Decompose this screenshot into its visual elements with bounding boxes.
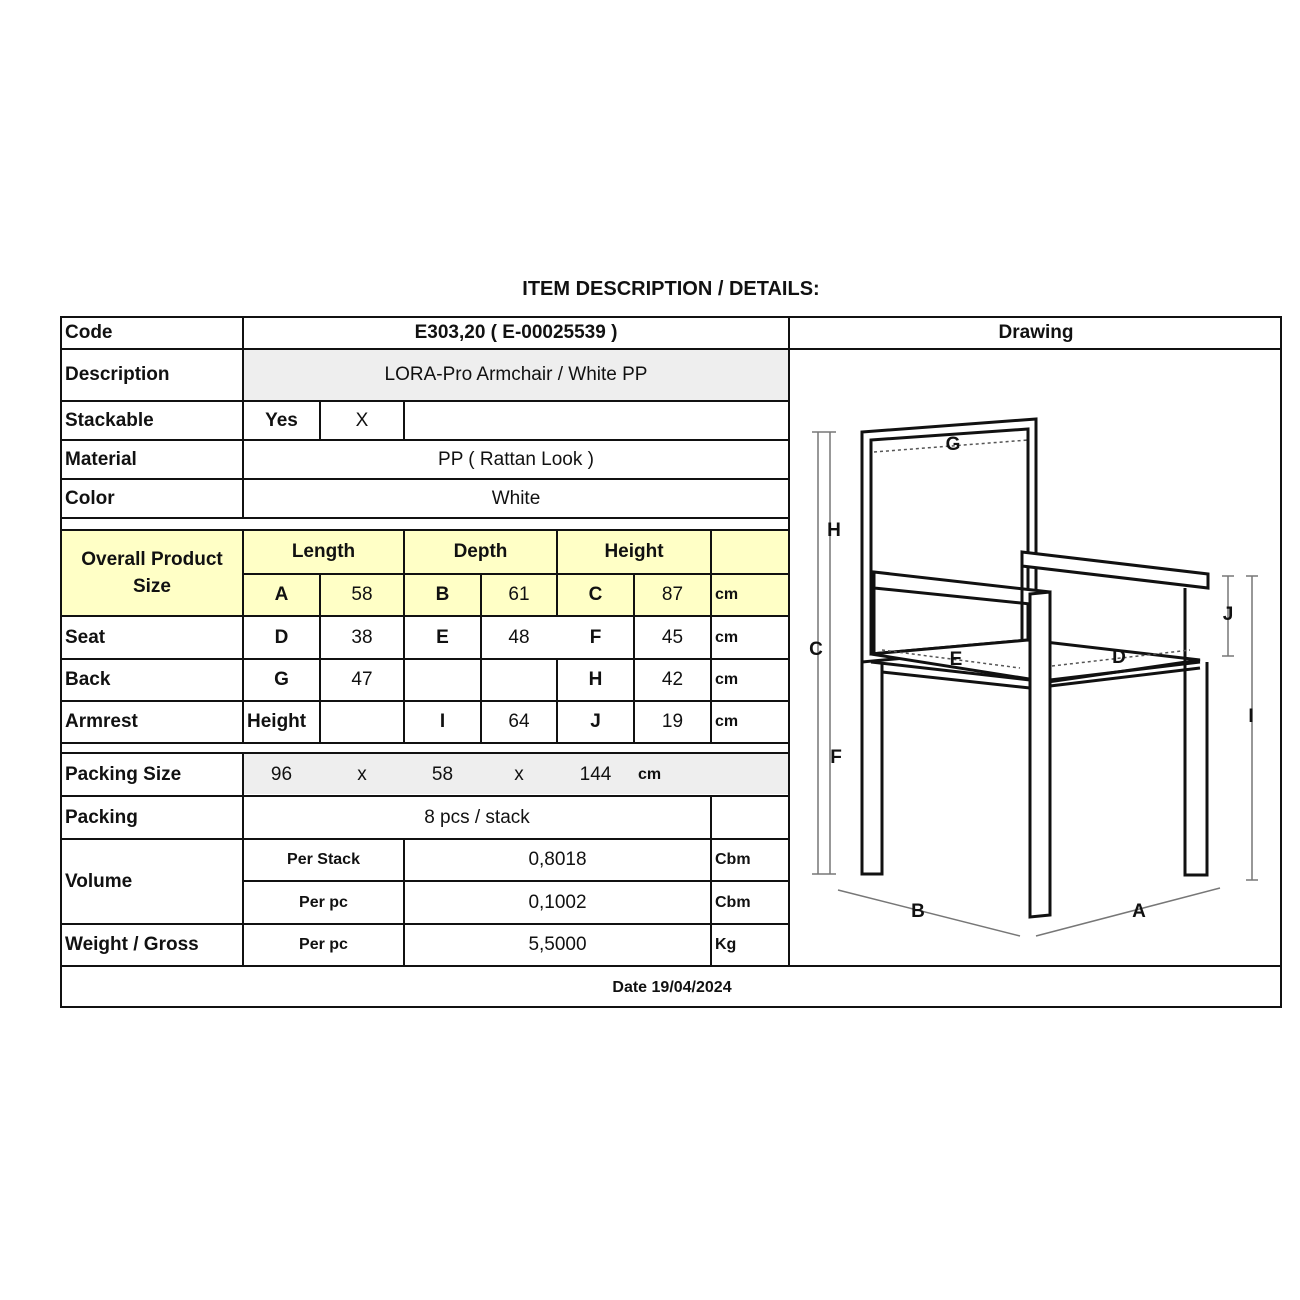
weight-value: 5,5000	[528, 934, 587, 955]
dim-g-value: 47	[351, 669, 373, 690]
height-header: Height	[604, 541, 664, 562]
label-b: B	[911, 901, 925, 922]
dim-c-letter: C	[588, 584, 603, 605]
color-label: Color	[65, 487, 115, 509]
dim-i-value: 64	[508, 711, 530, 732]
code-label: Code	[65, 322, 113, 343]
volume-per-pc-label: Per pc	[299, 893, 348, 911]
dim-f-letter: F	[589, 626, 602, 648]
weight-label: Weight / Gross	[65, 934, 199, 955]
dim-d-value: 38	[351, 626, 373, 648]
color-value: White	[491, 487, 541, 509]
overall-label: Overall Product Size	[81, 549, 223, 597]
packing-size-label: Packing Size	[65, 763, 182, 785]
dim-d-letter: D	[274, 626, 289, 648]
depth-header: Depth	[453, 541, 508, 562]
volume-label: Volume	[65, 870, 133, 892]
dim-e-letter: E	[436, 626, 449, 648]
label-g: G	[945, 434, 961, 455]
description-label: Description	[65, 364, 170, 385]
label-h: H	[827, 520, 841, 541]
dim-b-value: 61	[508, 584, 530, 605]
dim-b-letter: B	[435, 584, 450, 605]
stackable-label: Stackable	[65, 409, 154, 431]
packing-size-x1: x	[357, 763, 367, 785]
dim-g-letter: G	[274, 669, 289, 690]
label-a: A	[1132, 901, 1146, 922]
armrest-unit: cm	[715, 713, 739, 730]
back-label: Back	[65, 669, 111, 690]
back-unit: cm	[715, 671, 739, 688]
seat-label: Seat	[65, 626, 106, 648]
dim-f-value: 45	[661, 626, 684, 648]
dim-a-value: 58	[351, 584, 373, 605]
packing-size-length: 96	[270, 763, 293, 785]
material-label: Material	[65, 448, 137, 470]
date-footer: Date 19/04/2024	[612, 978, 732, 996]
packing-size-height: 144	[579, 763, 612, 785]
page-title: ITEM DESCRIPTION / DETAILS:	[522, 278, 820, 300]
dim-h-letter: H	[588, 669, 603, 690]
dim-j-value: 19	[661, 711, 684, 732]
volume-per-pc-value: 0,1002	[528, 891, 587, 913]
label-c: C	[809, 639, 823, 660]
stackable-yes: Yes	[265, 409, 298, 431]
volume-per-stack-label: Per Stack	[287, 851, 360, 868]
overall-unit: cm	[715, 586, 739, 603]
packing-size-x2: x	[514, 763, 524, 785]
stackable-mark: X	[355, 409, 369, 431]
dim-i-letter: I	[439, 711, 446, 732]
packing-size-width: 58	[431, 763, 454, 785]
chair-drawing	[790, 350, 1282, 965]
seat-unit: cm	[715, 628, 739, 646]
volume-stack-unit: Cbm	[715, 851, 751, 868]
label-e: E	[949, 649, 963, 670]
dim-e-value: 48	[508, 626, 530, 648]
description-value: LORA-Pro Armchair / White PP	[384, 364, 648, 385]
packing-label: Packing	[65, 806, 138, 828]
dim-a-letter: A	[274, 584, 289, 605]
spec-sheet	[60, 316, 1282, 1008]
label-j: J	[1222, 604, 1234, 625]
armrest-height-label: Height	[247, 711, 307, 732]
armrest-label: Armrest	[65, 711, 138, 732]
material-value: PP ( Rattan Look )	[438, 448, 594, 470]
volume-per-stack-value: 0,8018	[528, 849, 587, 870]
weight-per-pc-label: Per pc	[299, 936, 348, 953]
packing-value: 8 pcs / stack	[424, 806, 530, 828]
label-f: F	[830, 747, 842, 768]
drawing-label: Drawing	[998, 322, 1074, 343]
label-d: D	[1112, 647, 1126, 668]
volume-pc-unit: Cbm	[715, 893, 751, 911]
packing-size-unit: cm	[638, 765, 662, 783]
label-i: I	[1248, 706, 1254, 727]
dim-c-value: 87	[661, 584, 684, 605]
weight-unit: Kg	[715, 936, 737, 953]
length-header: Length	[291, 541, 356, 562]
code-value: E303,20 ( E-00025539 )	[414, 322, 618, 343]
dim-j-letter: J	[590, 711, 601, 732]
dim-h-value: 42	[661, 669, 684, 690]
